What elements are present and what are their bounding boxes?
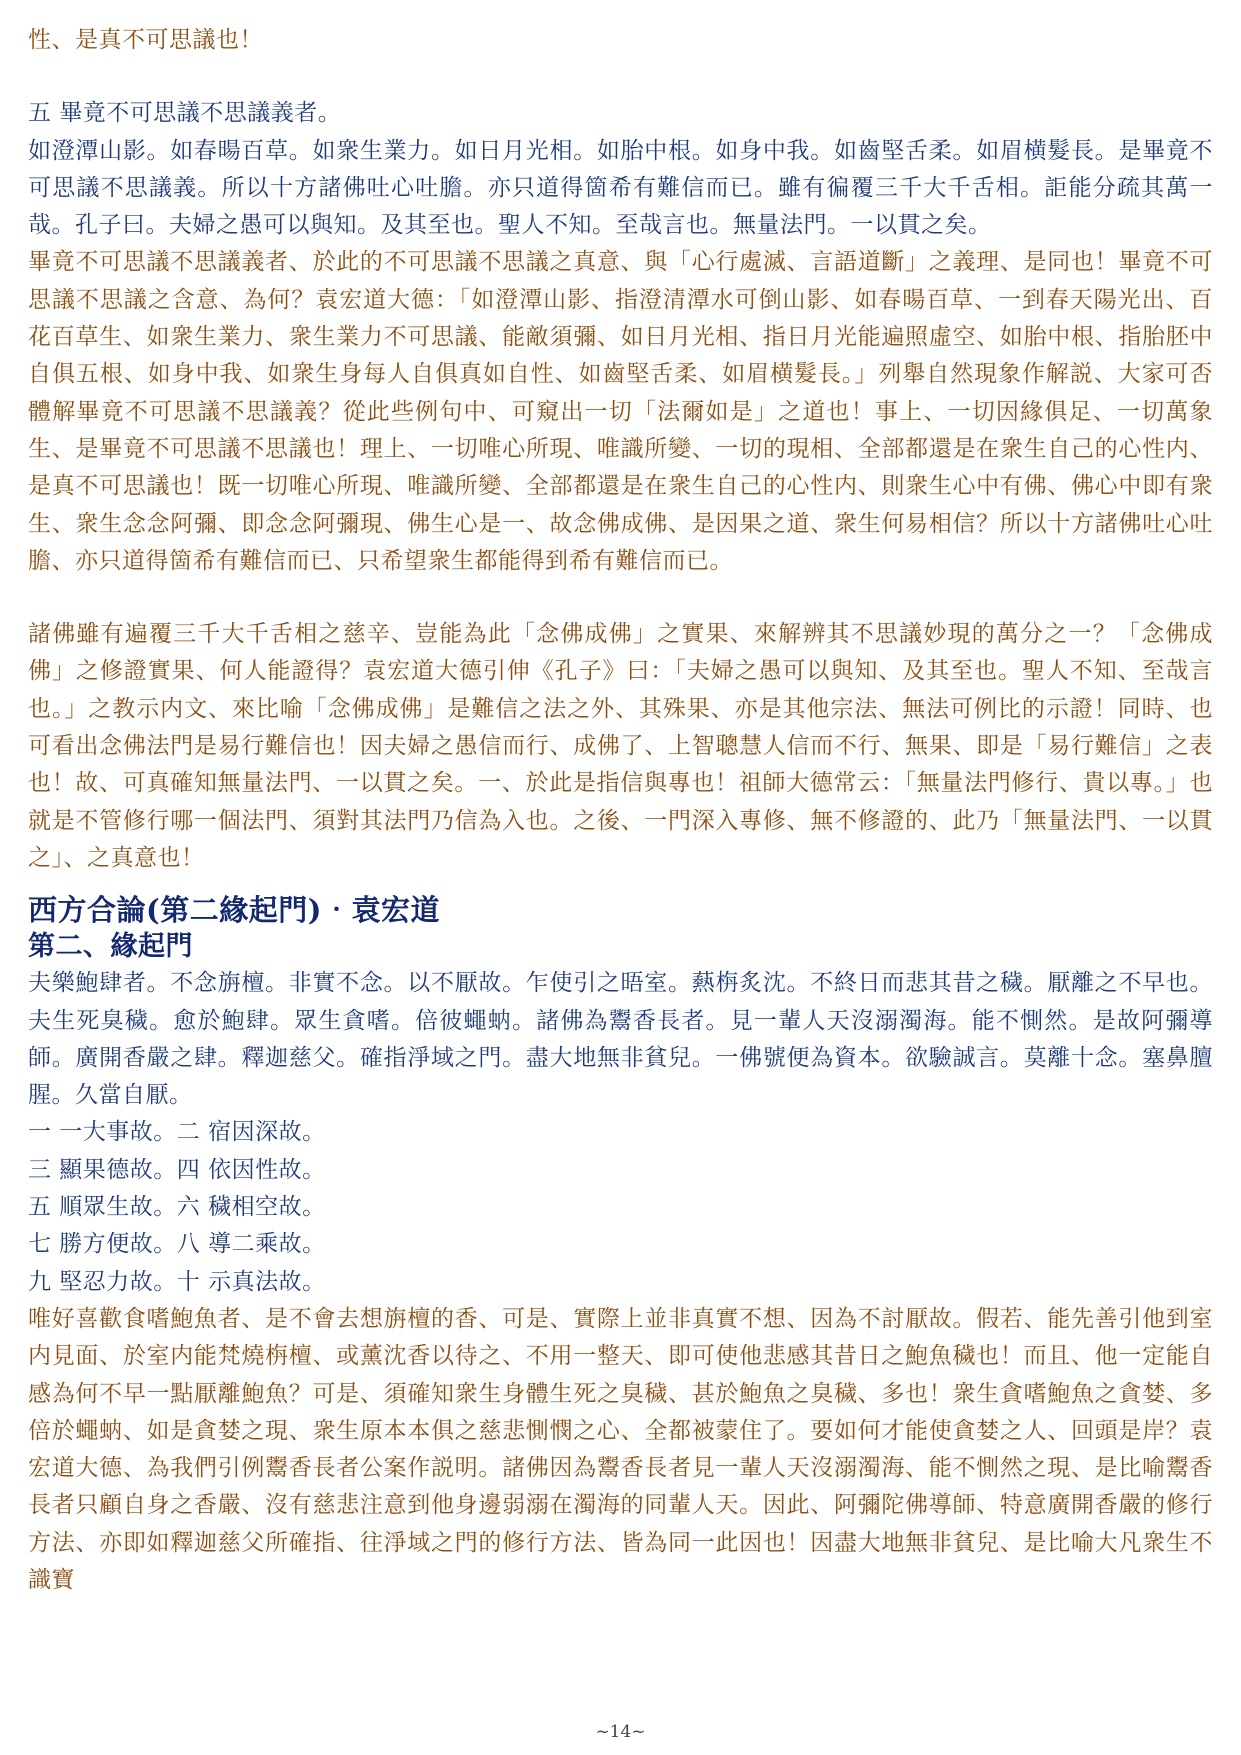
spacer <box>28 59 1213 95</box>
commentary-paragraph: 唯好喜歡食嗜鮑魚者、是不會去想旃檀的香、可是、實際上並非真實不想、因為不討厭故。假若、能先善引他到室内見面、於室内能梵燒栴檀、或薰沈香以待之、不用一整天、即可使他悲感其昔日之鮑魚穢也！而且、他一定能自感為何不早一點厭離鮑魚？可是、須確知衆生身體生死之臭穢、甚於鮑魚之臭穢、多也！衆生貪嗜鮑魚之貪婪、多倍於蠅蚋、如是貪婪之現、衆生原本本俱之慈悲惻憫之心、全都被蒙住了。要如何才能使貪婪之人、回頭是岸？袁宏道大德、為我們引例鬻香長者公案作説明。諸佛因為鬻香長者見一輩人天沒溺濁海、能不惻然之現、是比喻鬻香長者只顧自身之香嚴、沒有慈悲注意到他身邊弱溺在濁海的同輩人天。因此、阿彌陀佛導師、特意廣開香嚴的修行方法、亦即如釋迦慈父所確指、往淨域之門的修行方法、皆為同一此因也！因盡大地無非貧兒、是比喻大凡衆生不識寶 <box>28 1305 1213 1593</box>
spacer <box>28 580 1213 616</box>
continued-paragraph: 性、是真不可思議也！ <box>28 27 263 53</box>
list-item: 九 堅忍力故。十 示真法故。 <box>28 1268 326 1295</box>
page-content <box>28 22 1213 1599</box>
list-item: 七 勝方便故。八 導二乘故。 <box>28 1231 326 1258</box>
list-item: 五 順眾生故。六 穢相空故。 <box>28 1194 326 1221</box>
source-text-paragraph: 如澄潭山影。如春暘百草。如衆生業力。如日月光相。如胎中根。如身中我。如齒堅舌柔。如眉横髮長。是畢竟不可思議不思議義。所以十方諸佛吐心吐膽。亦只道得箇希有難信而已。雖有徧覆三千大千舌相。詎能分疏其萬一哉。孔子曰。夫婦之愚可以與知。及其至也。聖人不知。至哉言也。無量法門。一以貫之矣。 <box>28 137 1213 239</box>
list-item: 三 顯果德故。四 依因性故。 <box>28 1156 326 1183</box>
section-subtitle: 第二、緣起門 <box>28 931 193 963</box>
page-number: ~14~ <box>595 1722 646 1742</box>
commentary-paragraph: 畢竟不可思議不思議義者、於此的不可思議不思議之真意、與「心行處滅、言語道斷」之義理、是同也！畢竟不可思議不思議之含意、為何？袁宏道大德：「如澄潭山影、指澄清潭水可倒山影、如春暘百草、一到春天陽光出、百花百草生、如衆生業力、衆生業力不可思議、能敵須彌、如日月光相、指日月光能遍照虛空、如胎中根、指胎胚中自俱五根、如身中我、如衆生身每人自俱真如自性、如齒堅舌柔、如眉横髮長。」列舉自然現象作解説、大家可否體解畢竟不可思議不思議義？從此些例句中、可窺出一切「法爾如是」之道也！事上、一切因緣俱足、一切萬象生、是畢竟不可思議不思議也！理上、一切唯心所現、唯識所變、一切的現相、全部都還是在衆生自己的心性内、是真不可思議也！既一切唯心所現、唯識所變、全部都還是在衆生自己的心性内、則衆生心中有佛、佛心中即有衆生、衆生念念阿彌、即念念阿彌現、佛生心是一、故念佛成佛、是因果之道、衆生何易相信？所以十方諸佛吐心吐膽、亦只道得箇希有難信而已、只希望衆生都能得到希有難信而已。 <box>28 249 1213 574</box>
section-title: 西方合論(第二緣起門)‧袁宏道 <box>28 893 440 928</box>
source-text-paragraph: 夫樂鮑肆者。不念旃檀。非實不念。以不厭故。乍使引之晤室。爇栴炙沈。不終日而悲其昔之穢。厭離之不早也。夫生死臭穢。愈於鮑肆。眾生貪嗜。倍彼蠅蚋。諸佛為鬻香長者。見一輩人天沒溺濁海。能不惻然。是故阿彌導師。廣開香嚴之肆。釋迦慈父。確指淨域之門。盡大地無非貧兒。一佛號便為資本。欲驗誠言。莫離十念。塞鼻膻腥。久當自厭。 <box>28 970 1213 1109</box>
commentary-paragraph: 諸佛雖有遍覆三千大千舌相之慈辛、豈能為此「念佛成佛」之實果、來解辨其不思議妙現的萬分之一？「念佛成佛」之修證實果、何人能證得？袁宏道大德引伸《孔子》曰：「夫婦之愚可以與知、及其至也。聖人不知、至哉言也。」之教示内文、來比喻「念佛成佛」是難信之法之外、其殊果、亦是其他宗法、無法可例比的示證！同時、也可看出念佛法門是易行難信也！因夫婦之愚信而行、成佛了、上智聰慧人信而不行、無果、即是「易行難信」之表也！故、可真確知無量法門、一以貫之矣。一、於此是指信與專也！祖師大德常云：「無量法門修行、貴以專。」也就是不管修行哪一個法門、須對其法門乃信為入也。之後、一門深入專修、無不修證的、此乃「無量法門、一以貫之」、之真意也！ <box>28 621 1213 871</box>
list-item: 一 一大事故。二 宿因深故。 <box>28 1119 326 1146</box>
section-five-heading: 五 畢竟不可思議不思議義者。 <box>28 100 342 127</box>
